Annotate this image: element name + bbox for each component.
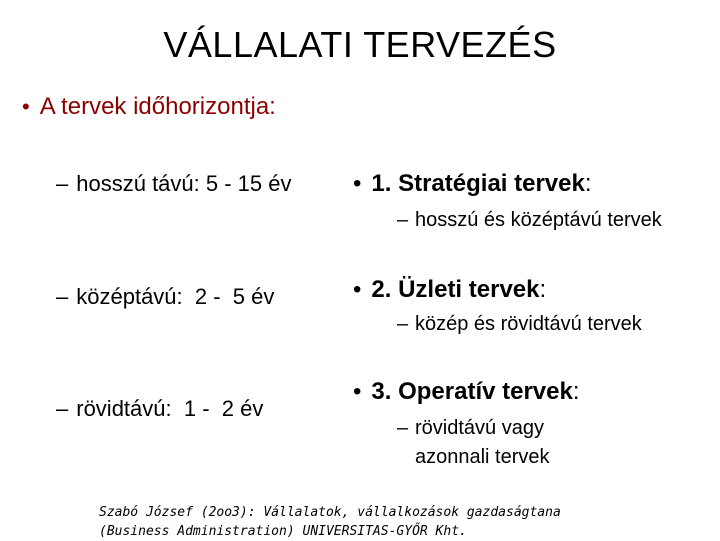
plan-name: 2. Üzleti tervek [371,276,540,303]
plan-item-operative [353,378,580,406]
citation-line-1: Szabó József (2oo3): Vállalatok, vállalkozások gazdaságtana [99,505,561,520]
dash-icon: – [56,171,69,196]
slide-title: VÁLLALATI TERVEZÉS [163,24,557,65]
plan-detail-text: rövidtávú vagy azonnali tervek [415,417,550,468]
plan-detail-text: hosszú és középtávú tervek [415,209,662,231]
plan-colon: : [572,378,580,405]
citation-line-2: (Business Administration) UNIVERSITAS-GYŐR Kht. [99,524,467,539]
plan-detail-business [397,310,665,339]
bullet-icon: • [22,94,30,119]
lead-bullet-item [22,93,276,121]
horizon-text: rövidtávú: 1 - 2 év [76,396,264,421]
dash-icon: – [397,313,409,335]
plan-detail-strategic [397,206,665,235]
plan-name: 1. Stratégiai tervek [371,170,585,197]
dash-icon: – [56,396,69,421]
citation [99,503,561,541]
dash-icon: – [56,284,69,309]
plan-name: 3. Operatív tervek [371,378,573,405]
bullet-icon: • [353,378,362,405]
horizon-item-short [56,396,263,422]
plan-detail-operative [397,414,595,472]
plan-colon: : [539,276,547,303]
plan-colon: : [584,170,592,197]
horizon-item-long [56,171,291,197]
horizon-text: hosszú távú: 5 - 15 év [76,171,292,196]
bullet-icon: • [353,170,362,197]
plan-detail-text: közép és rövidtávú tervek [415,313,642,335]
lead-text: A tervek időhorizontja: [39,93,276,120]
dash-icon: – [397,209,409,231]
bullet-icon: • [353,276,362,303]
plan-item-strategic [353,170,592,198]
horizon-item-medium [56,284,274,310]
plan-item-business [353,276,546,304]
dash-icon: – [397,417,409,439]
horizon-text: középtávú: 2 - 5 év [76,284,275,309]
